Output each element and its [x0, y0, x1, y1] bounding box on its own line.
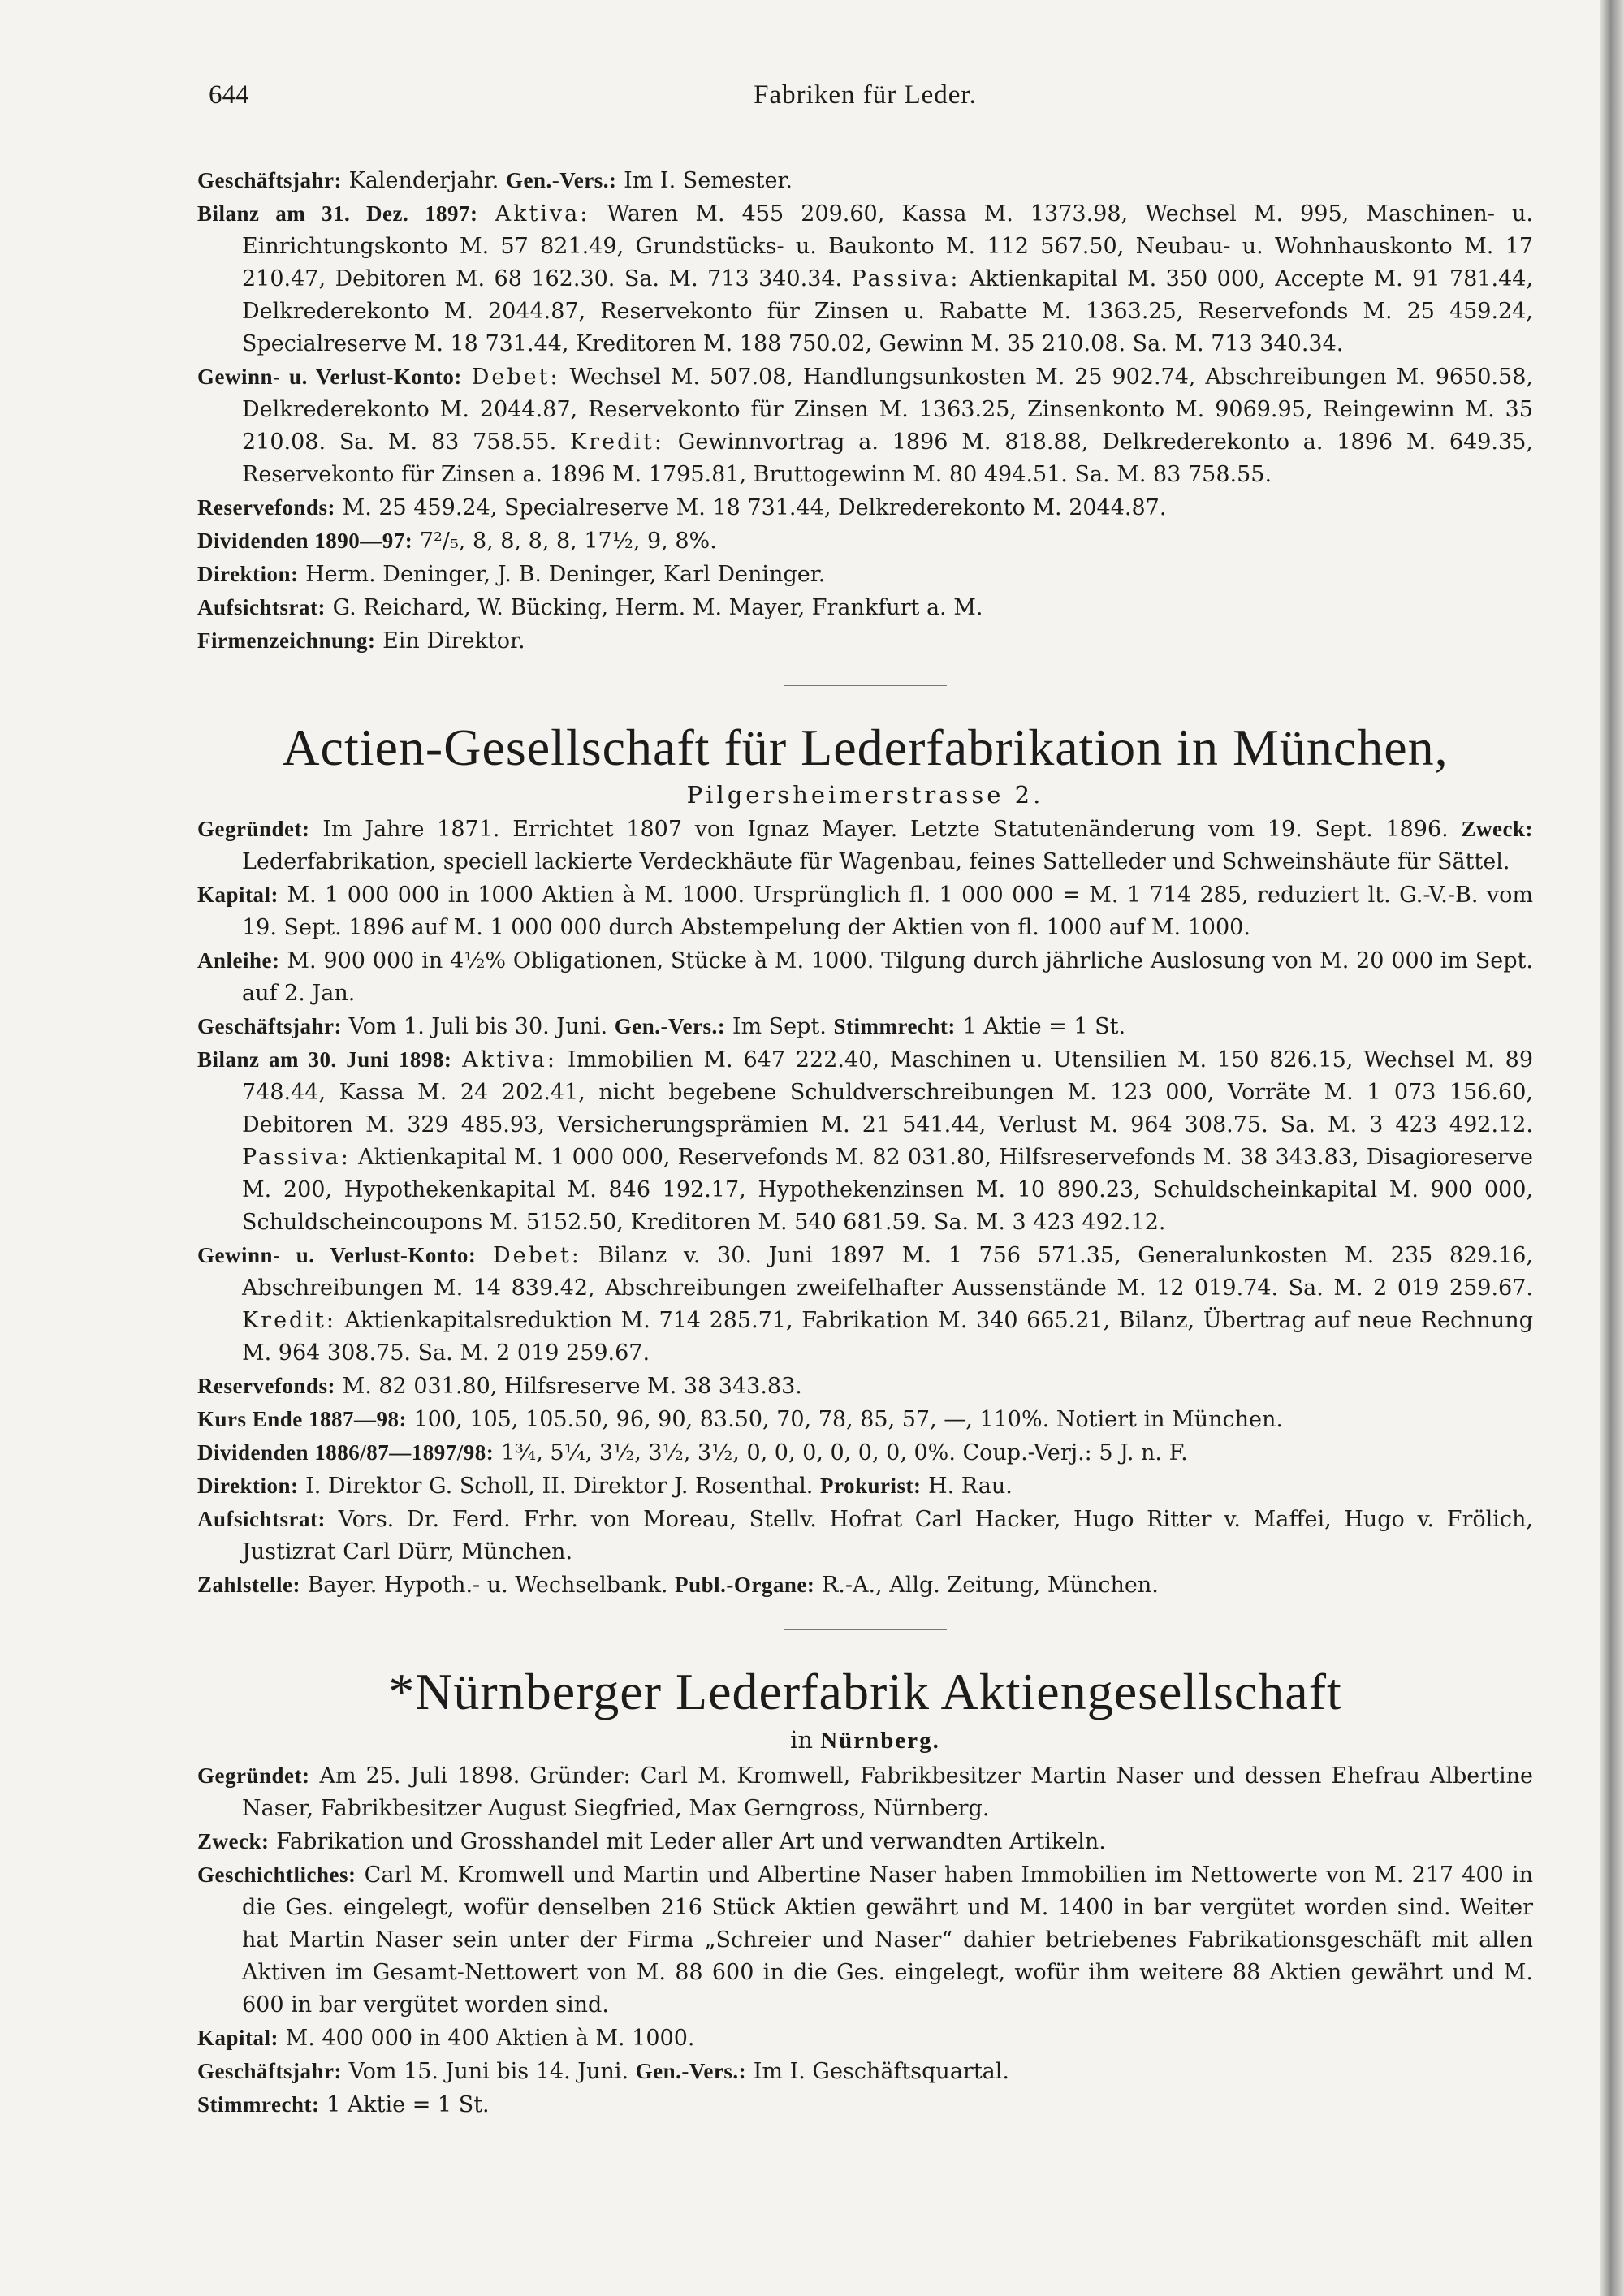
capital-entry: Kapital: M. 1 000 000 in 1000 Aktien à M. 1000. Ursprünglich fl. 1 000 000 = M. 1 714 285, reduziert lt. G.-V.-B. vom 19. Sept. 1896 auf M. 1 000 000 durch Abstempelung der Aktien von fl. 1000 auf M. 1000.: [197, 883, 1533, 940]
reserve-fund-entry: Reservefonds: M. 82 031.80, Hilfsreserve M. 38 343.83.: [197, 1374, 802, 1399]
share-price-entry: Kurs Ende 1887—98: 100, 105, 105.50, 96, 90, 83.50, 70, 78, 85, 57, —, 110%. Notiert in München.: [197, 1407, 1283, 1432]
paying-agent-entry: Zahlstelle: Bayer. Hypoth.- u. Wechselbank. Publ.-Organe: R.-A., Allg. Zeitung, München.: [197, 1573, 1159, 1598]
purpose-entry: Zweck: Fabrikation und Grosshandel mit Leder aller Art und verwandten Artikeln.: [197, 1829, 1106, 1854]
company-title: Actien-Gesellschaft für Lederfabrikation in München,: [282, 719, 1449, 776]
fiscal-year-entry: Geschäftsjahr: Kalenderjahr. Gen.-Vers.: Im I. Semester.: [197, 168, 793, 193]
supervisory-board-entry: Aufsichtsrat: Vors. Dr. Ferd. Frhr. von Moreau, Stellv. Hofrat Carl Hacker, Hugo Ritter v. Maffei, Hugo v. Frölich, Justizrat Carl Dürr, München.: [197, 1507, 1533, 1564]
balance-entry: Bilanz am 30. Juni 1898: Aktiva: Immobilien M. 647 222.40, Maschinen u. Utensilien M. 150 826.15, Wechsel M. 89 748.44, Kassa M. 24 202.41, nicht begebene Schuldverschreibungen M. 123 000, Vorräte M. 1 073 156.60, Debitoren M. 329 485.93, Versicherungsprämien M. 21 541.44, Verlust M. 964 308.75. Sa. M. 3 423 492.12. Passiva: Aktienkapital M. 1 000 000, Reservefonds M. 82 031.80, Hilfsreservefonds M. 38 343.83, Disagioreserve M. 200, Hypothekenkapital M. 846 192.17, Hypothekenzinsen M. 10 890.23, Schuldscheinkapital M. 900 000, Schuldscheincoupons M. 5152.50, Kreditoren M. 540 681.59. Sa. M. 3 423 492.12.: [197, 1047, 1534, 1235]
page-number: 644: [209, 80, 249, 110]
management-entry: Direktion: I. Direktor G. Scholl, II. Direktor J. Rosenthal. Prokurist: H. Rau.: [197, 1474, 1013, 1499]
profit-loss-entry: Gewinn- u. Verlust-Konto: Debet: Bilanz v. 30. Juni 1897 M. 1 756 571.35, Generalunkosten M. 235 829.16, Abschreibungen M. 14 839.42, Abschreibungen zweifelhafter Aussenstände M. 12 019.74. Sa. M. 2 019 259.67. Kredit: Aktienkapitalsreduktion M. 714 285.71, Fabrikation M. 340 665.21, Bilanz, Übertrag auf neue Rechnung M. 964 308.75. Sa. M. 2 019 259.67.: [197, 1243, 1533, 1366]
dividends-entry: Dividenden 1890—97: 7²/₅, 8, 8, 8, 8, 17½, 9, 8%.: [197, 529, 717, 554]
profit-loss-entry: Gewinn- u. Verlust-Konto: Debet: Wechsel M. 507.08, Handlungsunkosten M. 25 902.74, Abschreibungen M. 9650.58, Delkrederekonto M. 2044.87, Reservekonto für Zinsen M. 1363.25, Zinsenkonto M. 9069.95, Reingewinn M. 35 210.08. Sa. M. 83 758.55. Kredit: Gewinnvortrag a. 1896 M. 818.88, Delkrederekonto a. 1896 M. 649.35, Reservekonto für Zinsen a. 1896 M. 1795.81, Bruttogewinn M. 80 494.51. Sa. M. 83 758.55.: [197, 365, 1533, 487]
history-entry: Geschichtliches: Carl M. Kromwell und Martin und Albertine Naser haben Immobilien im Nettowerte von M. 217 400 in die Ges. eingelegt, wofür denselben 216 Stück Aktien gewährt und M. 1400 in bar vergütet worden sind. Weiter hat Martin Naser sein unter der Firma „Schreier und Naser“ dahier betriebenes Fabrikationsgeschäft mit allen Aktiven im Gesamt-Nettowert von M. 88 600 in die Ges. eingelegt, wofür ihm weitere 88 Aktien gewährt und M. 600 in bar vergütet worden sind.: [197, 1862, 1533, 2018]
section-divider: [784, 685, 947, 686]
reserve-fund-entry: Reservefonds: M. 25 459.24, Specialreserve M. 18 731.44, Delkrederekonto M. 2044.87.: [197, 495, 1167, 520]
company-location: in Nürnberg.: [790, 1726, 940, 1754]
running-title: Fabriken für Leder.: [754, 80, 977, 110]
running-head: [197, 75, 1533, 115]
balance-entry: Bilanz am 31. Dez. 1897: Aktiva: Waren M. 455 209.60, Kassa M. 1373.98, Wechsel M. 995, Maschinen- u. Einrichtungskonto M. 57 821.49, Grundstücks- u. Baukonto M. 112 567.50, Neubau- u. Wohnhauskonto M. 17 210.47, Debitoren M. 68 162.30. Sa. M. 713 340.34. Passiva: Aktienkapital M. 350 000, Accepte M. 91 781.44, Delkrederekonto M. 2044.87, Reservekonto für Zinsen u. Rabatte M. 1363.25, Reservefonds M. 25 459.24, Specialreserve M. 18 731.44, Kreditoren M. 188 750.02, Gewinn M. 35 210.08. Sa. M. 713 340.34.: [197, 201, 1534, 356]
fiscal-year-entry: Geschäftsjahr: Vom 15. Juni bis 14. Juni. Gen.-Vers.: Im I. Geschäftsquartal.: [197, 2059, 1009, 2084]
management-entry: Direktion: Herm. Deninger, J. B. Deninger, Karl Deninger.: [197, 562, 826, 587]
dividends-entry: Dividenden 1886/87—1897/98: 1¾, 5¼, 3½, 3½, 3½, 0, 0, 0, 0, 0, 0, 0%. Coup.-Verj.: 5 J. n. F.: [197, 1440, 1188, 1465]
company-entry-muenchen: [197, 715, 1533, 1602]
fiscal-year-entry: Geschäftsjahr: Vom 1. Juli bis 30. Juni. Gen.-Vers.: Im Sept. Stimmrecht: 1 Aktie = 1 St.: [197, 1014, 1126, 1039]
company-entry-nuernberg: [197, 1659, 1533, 2121]
company-title: *Nürnberger Lederfabrik Aktiengesellschaft: [388, 1663, 1342, 1720]
supervisory-board-entry: Aufsichtsrat: G. Reichard, W. Bücking, Herm. M. Mayer, Frankfurt a. M.: [197, 595, 983, 620]
signature-entry: Firmenzeichnung: Ein Direktor.: [197, 628, 525, 654]
section-divider: [784, 1629, 947, 1630]
page-edge-shadow: [1600, 0, 1624, 2296]
loan-entry: Anleihe: M. 900 000 in 4½% Obligationen, Stücke à M. 1000. Tilgung durch jährliche Auslosung von M. 20 000 im Sept. auf 2. Jan.: [197, 948, 1533, 1006]
previous-company-tail: [197, 164, 1533, 658]
capital-entry: Kapital: M. 400 000 in 400 Aktien à M. 1000.: [197, 2026, 695, 2051]
book-page: [197, 75, 1533, 2121]
founded-entry: Gegründet: Am 25. Juli 1898. Gründer: Carl M. Kromwell, Fabrikbesitzer Martin Naser und dessen Ehefrau Albertine Naser, Fabrikbesitzer August Siegfried, Max Gerngross, Nürnberg.: [197, 1763, 1533, 1821]
voting-right-entry: Stimmrecht: 1 Aktie = 1 St.: [197, 2092, 490, 2117]
company-address: Pilgersheimerstrasse 2.: [686, 781, 1044, 809]
founded-entry: Gegründet: Im Jahre 1871. Errichtet 1807 von Ignaz Mayer. Letzte Statutenänderung vom 19. Sept. 1896. Zweck: Lederfabrikation, speciell lackierte Verdeckhäute für Wagenbau, feines Sattelleder und Schweinshäute für Sättel.: [197, 817, 1533, 874]
